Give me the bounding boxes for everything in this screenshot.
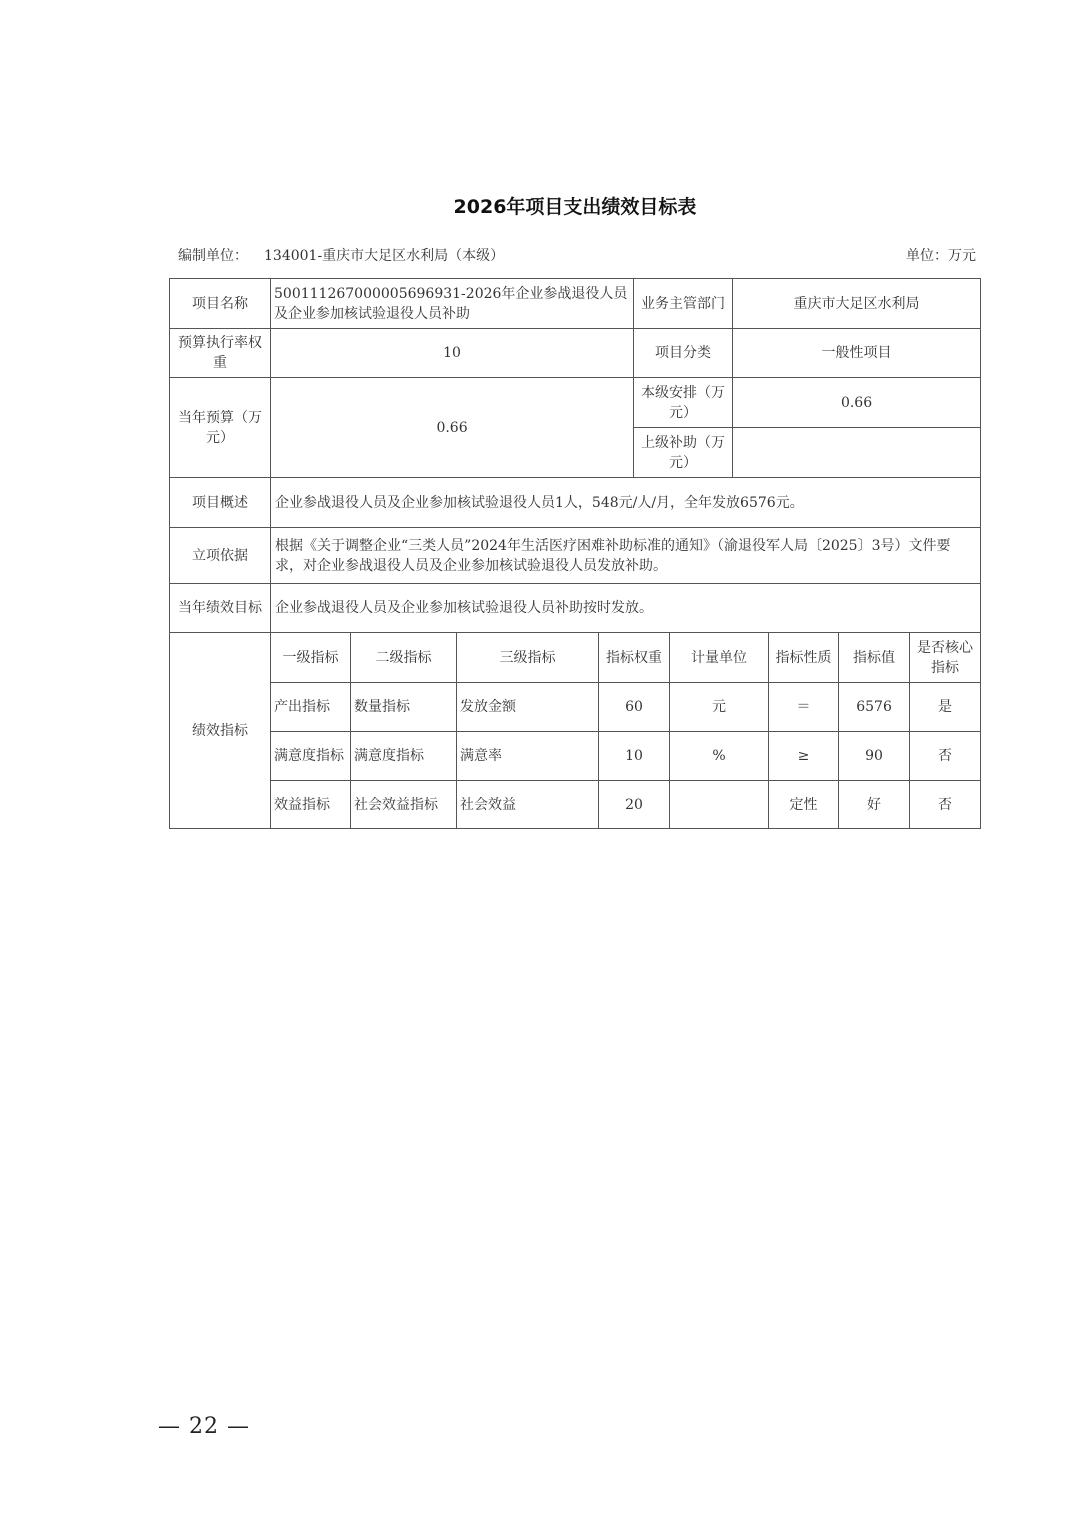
goal-label: 当年绩效目标 [170,584,271,633]
indicator-cell: 满意度指标 [351,732,457,781]
row-project-name [170,279,981,329]
currency-unit: 单位：万元 [906,248,976,264]
dept-label: 业务主管部门 [634,279,733,329]
budget-value: 0.66 [271,378,634,478]
local-label: 本级安排（万元） [634,378,733,428]
indicator-cell: 否 [910,732,981,781]
indicator-row [170,781,981,829]
category-value: 一般性项目 [733,329,981,378]
row-overview [170,478,981,528]
row-basis [170,528,981,584]
indicator-header-cell: 一级指标 [271,633,351,683]
compiling-unit-label: 编制单位： [178,248,248,264]
basis-label: 立项依据 [170,528,271,584]
indicator-header-cell: 指标性质 [769,633,839,683]
overview-value: 企业参战退役人员及企业参加核试验退役人员1人，548元/人/月，全年发放6576元。 [271,478,981,528]
indicator-cell: 发放金额 [457,683,599,732]
indicator-cell: 否 [910,781,981,829]
performance-table [169,278,981,829]
compiling-unit [178,245,504,265]
dept-value: 重庆市大足区水利局 [733,279,981,329]
indicator-cell: 60 [599,683,670,732]
indicator-header-cell: 三级指标 [457,633,599,683]
indicators-label: 绩效指标 [170,633,271,829]
indicator-header-cell: 是否核心指标 [910,633,981,683]
indicator-cell: 社会效益 [457,781,599,829]
page-number: — 22 — [158,1414,250,1439]
project-name-value: 500111267000005696931-2026年企业参战退役人员及企业参加核试验退役人员补助 [271,279,634,329]
indicator-row [170,732,981,781]
indicator-cell: 20 [599,781,670,829]
indicator-header-cell: 计量单位 [670,633,769,683]
indicator-cell: 满意度指标 [271,732,351,781]
exec-rate-label: 预算执行率权重 [170,329,271,378]
indicator-cell: 效益指标 [271,781,351,829]
row-goal [170,584,981,633]
indicator-cell: % [670,732,769,781]
indicator-cell: 6576 [839,683,910,732]
category-label: 项目分类 [634,329,733,378]
indicator-cell: 元 [670,683,769,732]
project-name-label: 项目名称 [170,279,271,329]
indicator-cell: ＝ [769,683,839,732]
indicator-cell: 10 [599,732,670,781]
compiling-unit-value: 134001-重庆市大足区水利局（本级） [264,248,505,264]
upper-label: 上级补助（万元） [634,428,733,478]
row-budget-local [170,378,981,428]
overview-label: 项目概述 [170,478,271,528]
indicator-header-cell: 指标权重 [599,633,670,683]
indicator-cell: 定性 [769,781,839,829]
indicator-cell: 数量指标 [351,683,457,732]
indicator-cell: 社会效益指标 [351,781,457,829]
exec-rate-value: 10 [271,329,634,378]
indicator-cell: 满意率 [457,732,599,781]
row-exec-rate [170,329,981,378]
page-title: 2026年项目支出绩效目标表 [453,196,697,218]
indicator-cell: 好 [839,781,910,829]
indicator-header-row [170,633,981,683]
goal-value: 企业参战退役人员及企业参加核试验退役人员补助按时发放。 [271,584,981,633]
budget-label: 当年预算（万元） [170,378,271,478]
indicator-header-cell: 二级指标 [351,633,457,683]
upper-value [733,428,981,478]
indicator-cell: 是 [910,683,981,732]
indicator-cell: ≥ [769,732,839,781]
indicator-header-cell: 指标值 [839,633,910,683]
indicator-cell: 产出指标 [271,683,351,732]
indicator-row [170,683,981,732]
basis-value: 根据《关于调整企业“三类人员”2024年生活医疗困难补助标准的通知》（渝退役军人局〔2025〕3号）文件要求，对企业参战退役人员及企业参加核试验退役人员发放补助。 [271,528,981,584]
local-value: 0.66 [733,378,981,428]
indicator-cell: 90 [839,732,910,781]
indicator-cell [670,781,769,829]
